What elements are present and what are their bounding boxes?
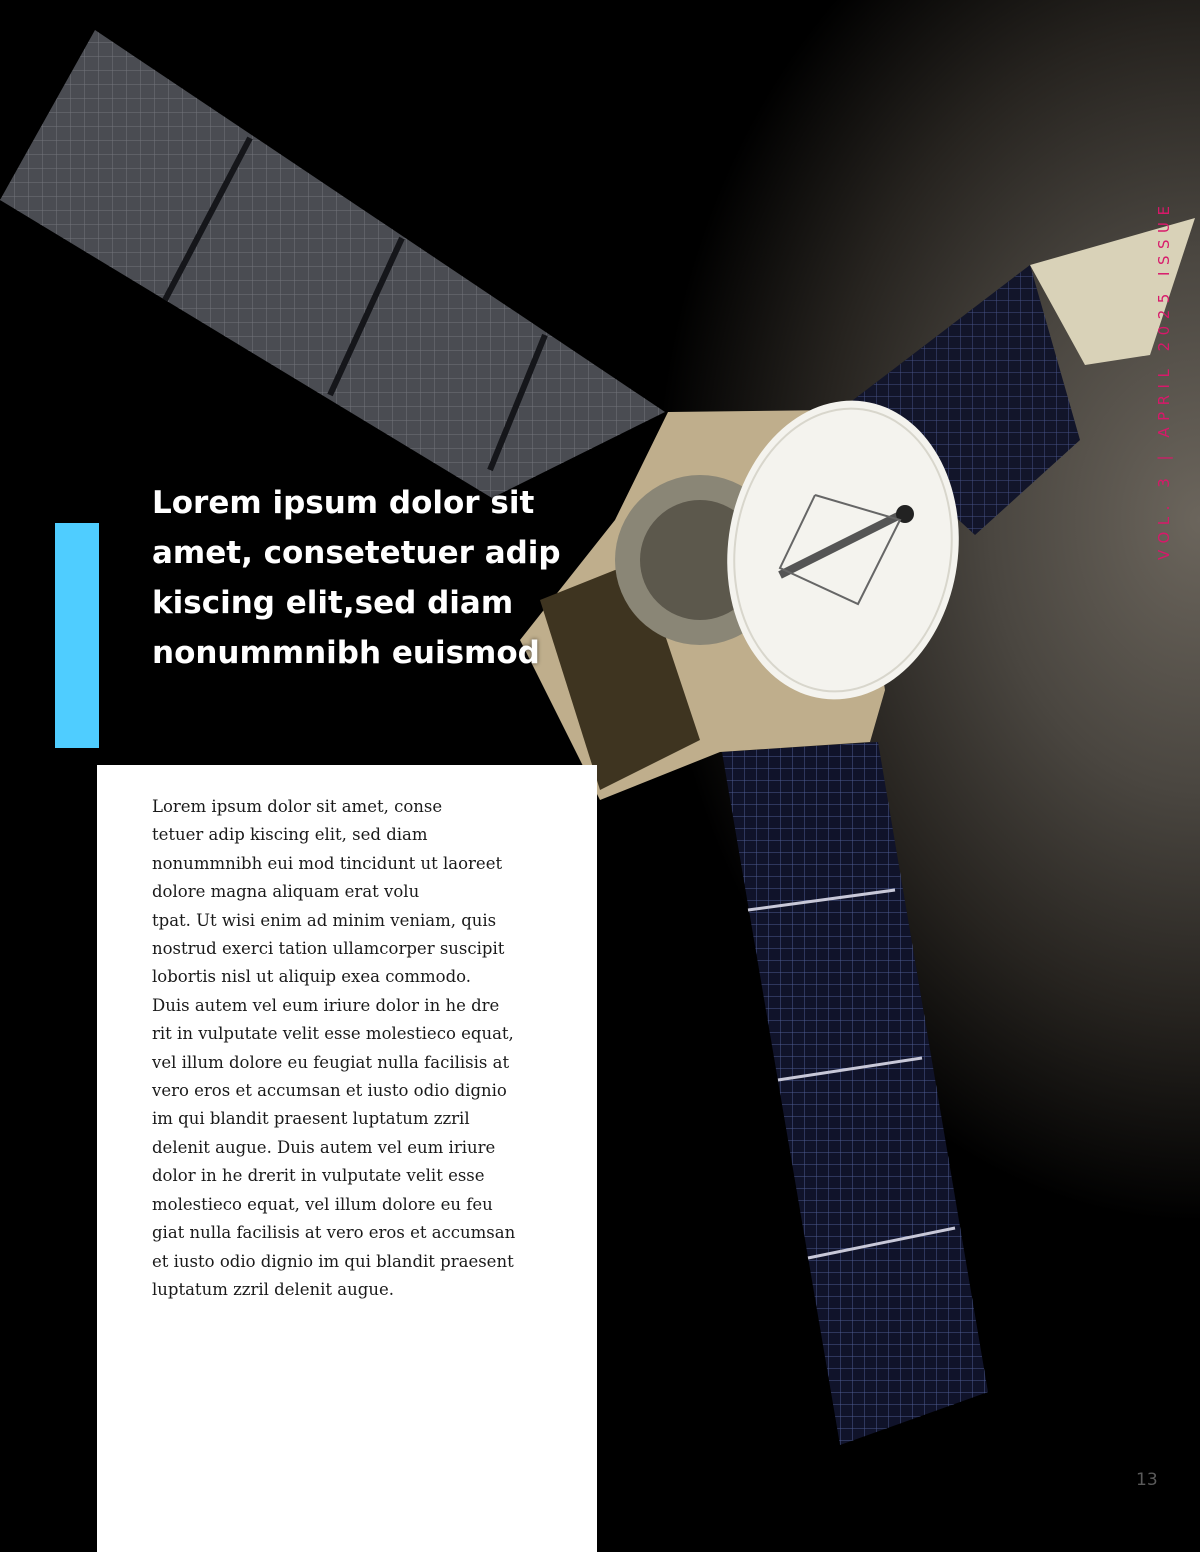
headline: Lorem ipsum dolor sit amet, consetetuer adip kiscing elit,sed diam nonummnibh euismod: [152, 485, 561, 671]
page-number: 13: [1136, 1470, 1158, 1490]
body-text: Lorem ipsum dolor sit amet, conse tetuer adip kiscing elit, sed diam nonummnibh eui mod tincidunt ut laoreet dolore magna aliquam erat volu tpat. Ut wisi enim ad minim veniam, quis nostrud exerci tation ullamcorper suscipit lobortis nisl ut aliquip exea commodo. Duis autem vel eum iriure dolor in he dre rit in vulputate velit esse molestieco equat, vel illum dolore eu feugiat nulla facilisis at vero eros et accumsan et iusto odio dignio im qui blandit praesent luptatum zzril delenit augue. Duis autem vel eum iriure dolor in he drerit in vulputate velit esse molestieco equat, vel illum dolore eu feu giat nulla facilisis at vero eros et accumsan et iusto odio dignio im qui blandit praesent luptatum zzril delenit augue.: [152, 797, 516, 1299]
issue-label: VOL. 3 | APRIL 2025 ISSUE: [1155, 199, 1173, 560]
accent-bar: [55, 523, 99, 748]
solar-panel-upper-left: [0, 30, 665, 498]
text-panel: [97, 765, 597, 1552]
solar-panel-lower: [722, 742, 988, 1445]
